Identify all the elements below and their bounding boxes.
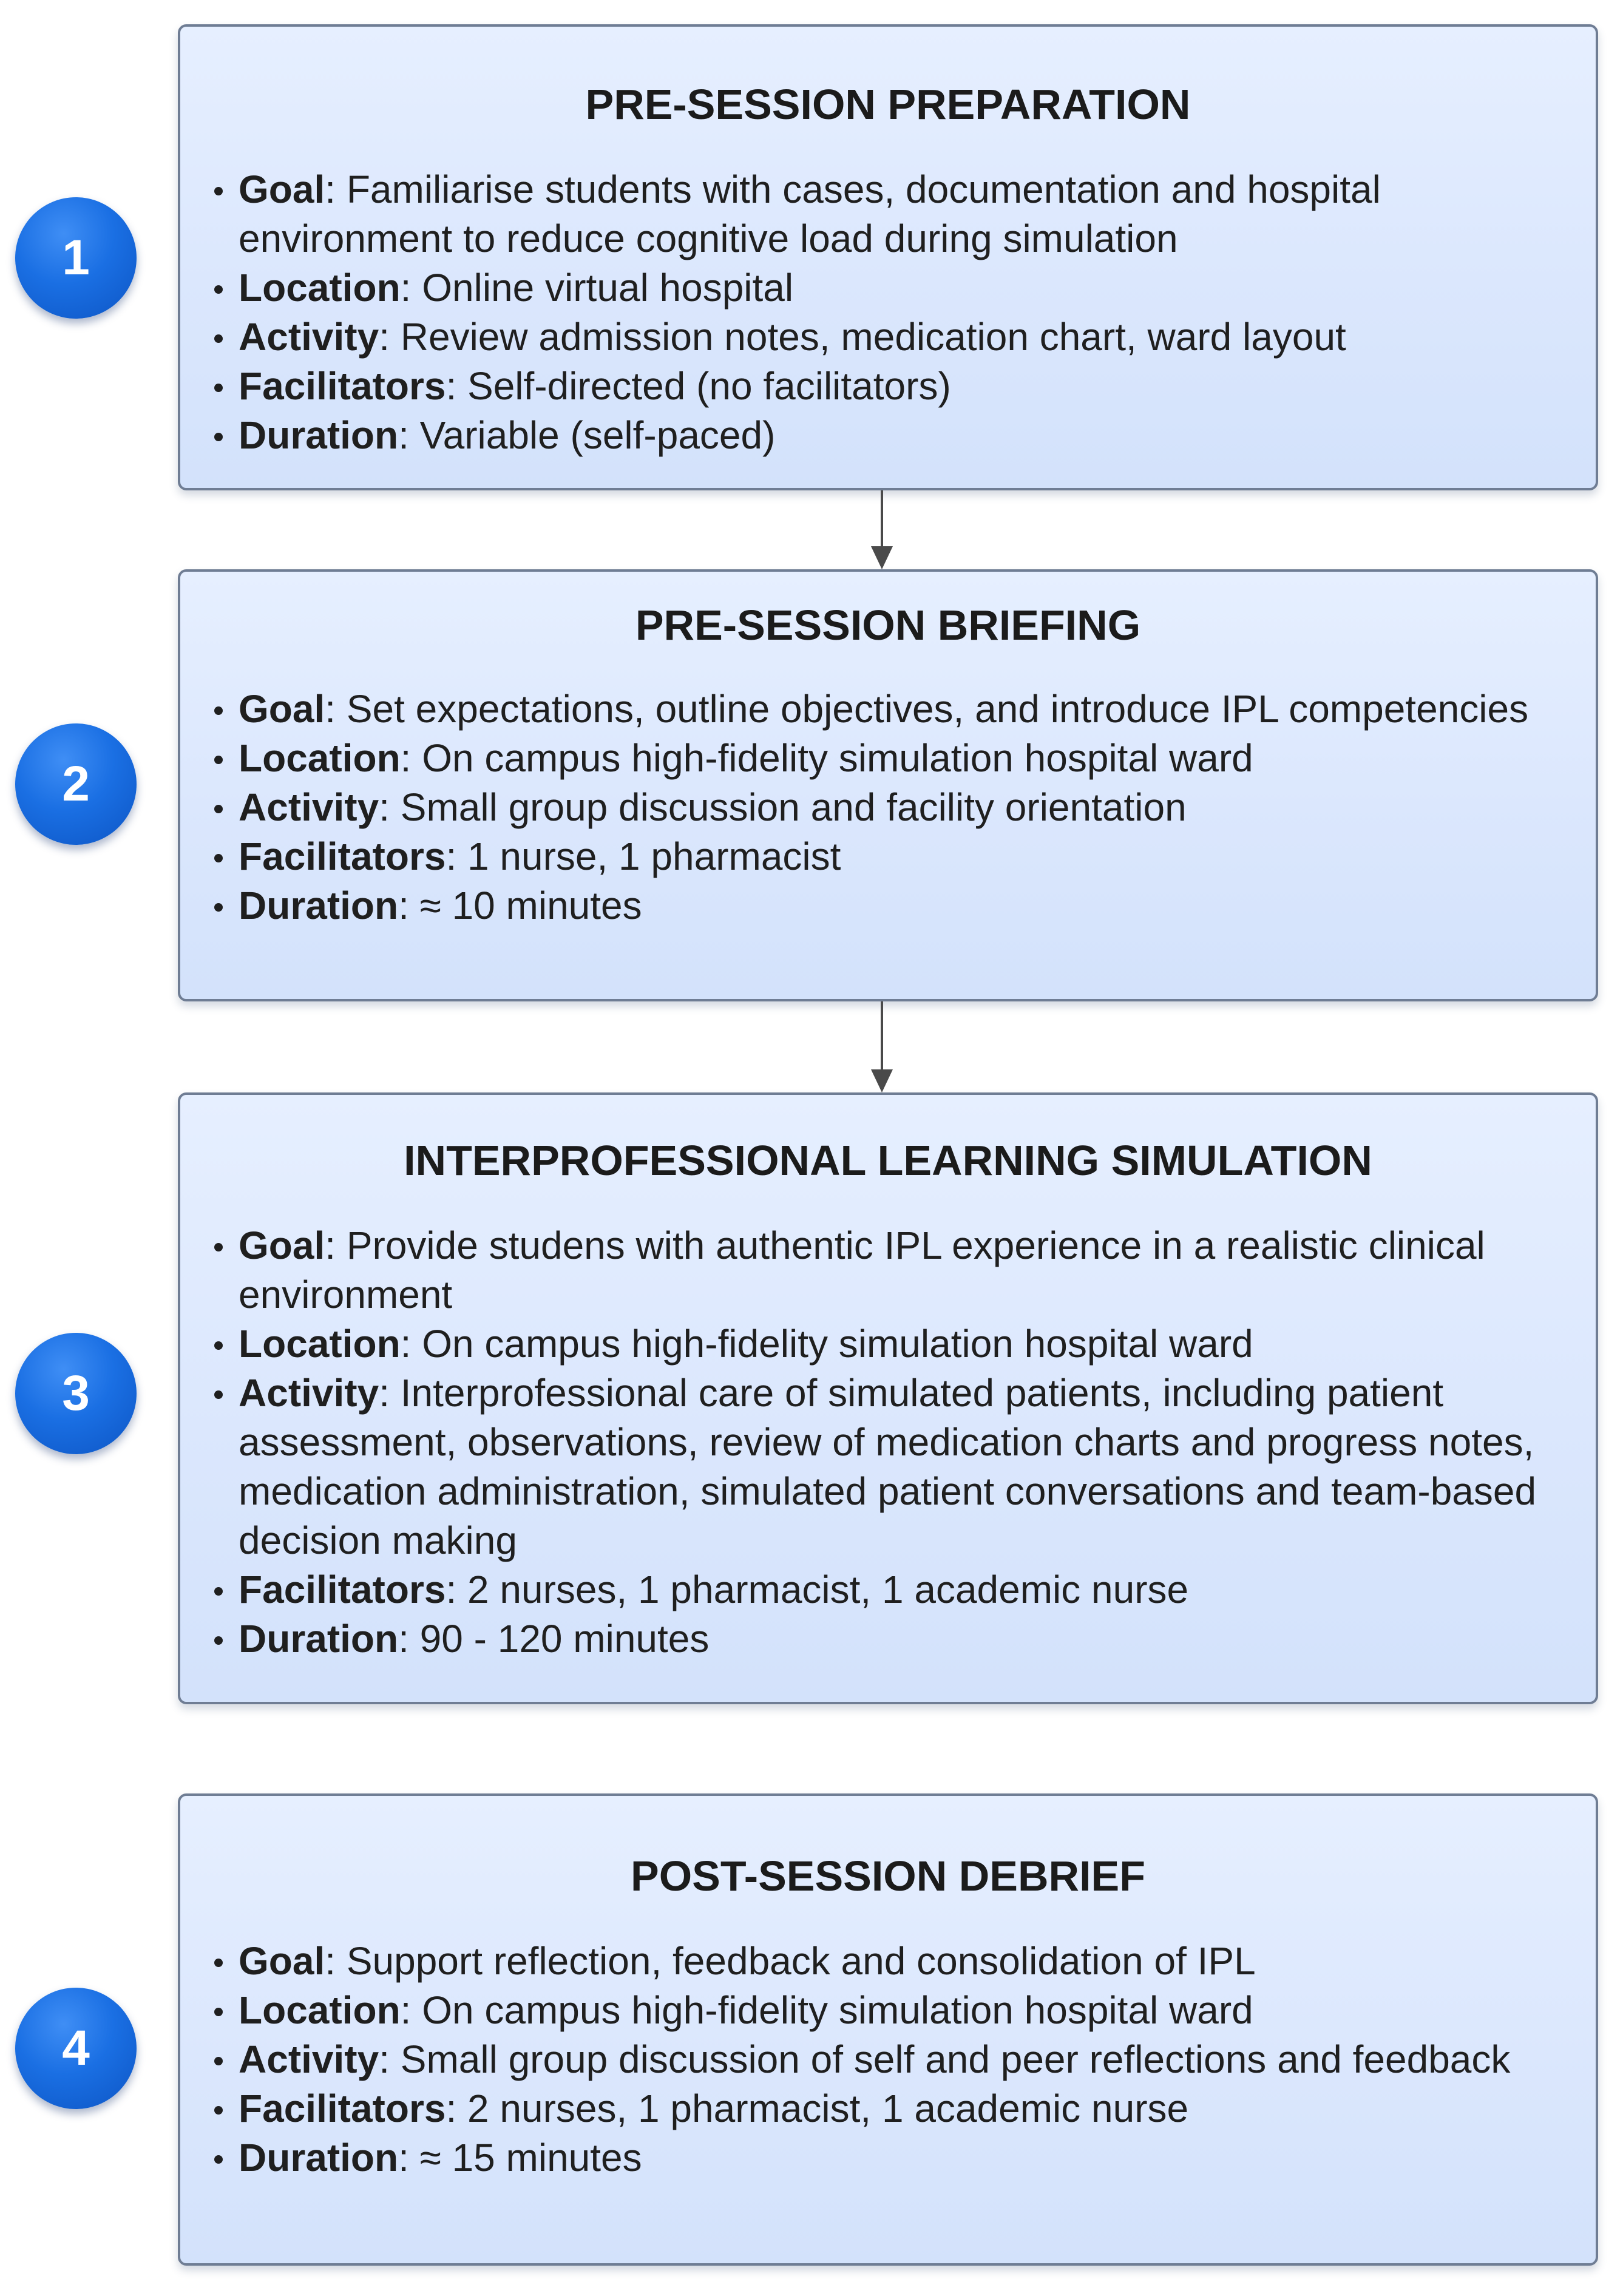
stage-1-duration: Duration: Variable (self-paced) <box>211 411 1571 460</box>
stage-1-details <box>211 165 1571 460</box>
arrow-stage-2-to-3 <box>870 1001 894 1092</box>
stage-4-title: POST-SESSION DEBRIEF <box>631 1852 1145 1900</box>
stage-3-number-badge: 3 <box>15 1333 137 1454</box>
stage-1-box <box>178 24 1598 490</box>
stage-2-box <box>178 569 1598 1001</box>
stage-1-number-badge: 1 <box>15 197 137 319</box>
stage-2-details <box>211 685 1571 930</box>
stage-2-location: Location: On campus high-fidelity simulation hospital ward <box>211 734 1571 783</box>
stage-4-number-badge: 4 <box>15 1988 137 2109</box>
stage-4-facilitators: Facilitators: 2 nurses, 1 pharmacist, 1 academic nurse <box>211 2084 1571 2133</box>
arrow-stage-1-to-2 <box>870 490 894 569</box>
stage-4-goal: Goal: Support reflection, feedback and consolidation of IPL <box>211 1937 1571 1986</box>
stage-2-title: PRE-SESSION BRIEFING <box>635 601 1141 649</box>
stage-4-box <box>178 1793 1598 2266</box>
stage-2-number-badge: 2 <box>15 723 137 845</box>
stage-3-location: Location: On campus high-fidelity simulation hospital ward <box>211 1319 1571 1369</box>
stage-1-facilitators: Facilitators: Self-directed (no facilitators) <box>211 362 1571 411</box>
stage-4-details <box>211 1937 1571 2183</box>
stage-3-details <box>211 1221 1571 1664</box>
stage-2-goal: Goal: Set expectations, outline objectives, and introduce IPL competencies <box>211 685 1571 734</box>
stage-2-facilitators: Facilitators: 1 nurse, 1 pharmacist <box>211 832 1571 881</box>
stage-1-goal: Goal: Familiarise students with cases, documentation and hospital environment to reduce cognitive load during simulation <box>211 165 1571 263</box>
stage-3-facilitators: Facilitators: 2 nurses, 1 pharmacist, 1 academic nurse <box>211 1565 1571 1614</box>
stage-3-goal: Goal: Provide studens with authentic IPL experience in a realistic clinical environment <box>211 1221 1571 1319</box>
stage-3-box <box>178 1092 1598 1704</box>
stage-4-location: Location: On campus high-fidelity simulation hospital ward <box>211 1986 1571 2035</box>
stage-4-activity: Activity: Small group discussion of self and peer reflections and feedback <box>211 2035 1571 2084</box>
stage-3-title: INTERPROFESSIONAL LEARNING SIMULATION <box>404 1137 1372 1184</box>
stage-2-duration: Duration: ≈ 10 minutes <box>211 881 1571 930</box>
stage-1-location: Location: Online virtual hospital <box>211 263 1571 313</box>
stage-1-title: PRE-SESSION PREPARATION <box>585 81 1191 128</box>
stage-1-activity: Activity: Review admission notes, medication chart, ward layout <box>211 313 1571 362</box>
stage-3-duration: Duration: 90 - 120 minutes <box>211 1614 1571 1664</box>
stage-4-duration: Duration: ≈ 15 minutes <box>211 2133 1571 2183</box>
stage-3-activity: Activity: Interprofessional care of simulated patients, including patient assessment, observations, review of medication charts and progress notes, medication administration, simulated patient conversations and team-based decision making <box>211 1369 1571 1565</box>
stage-2-activity: Activity: Small group discussion and facility orientation <box>211 783 1571 832</box>
